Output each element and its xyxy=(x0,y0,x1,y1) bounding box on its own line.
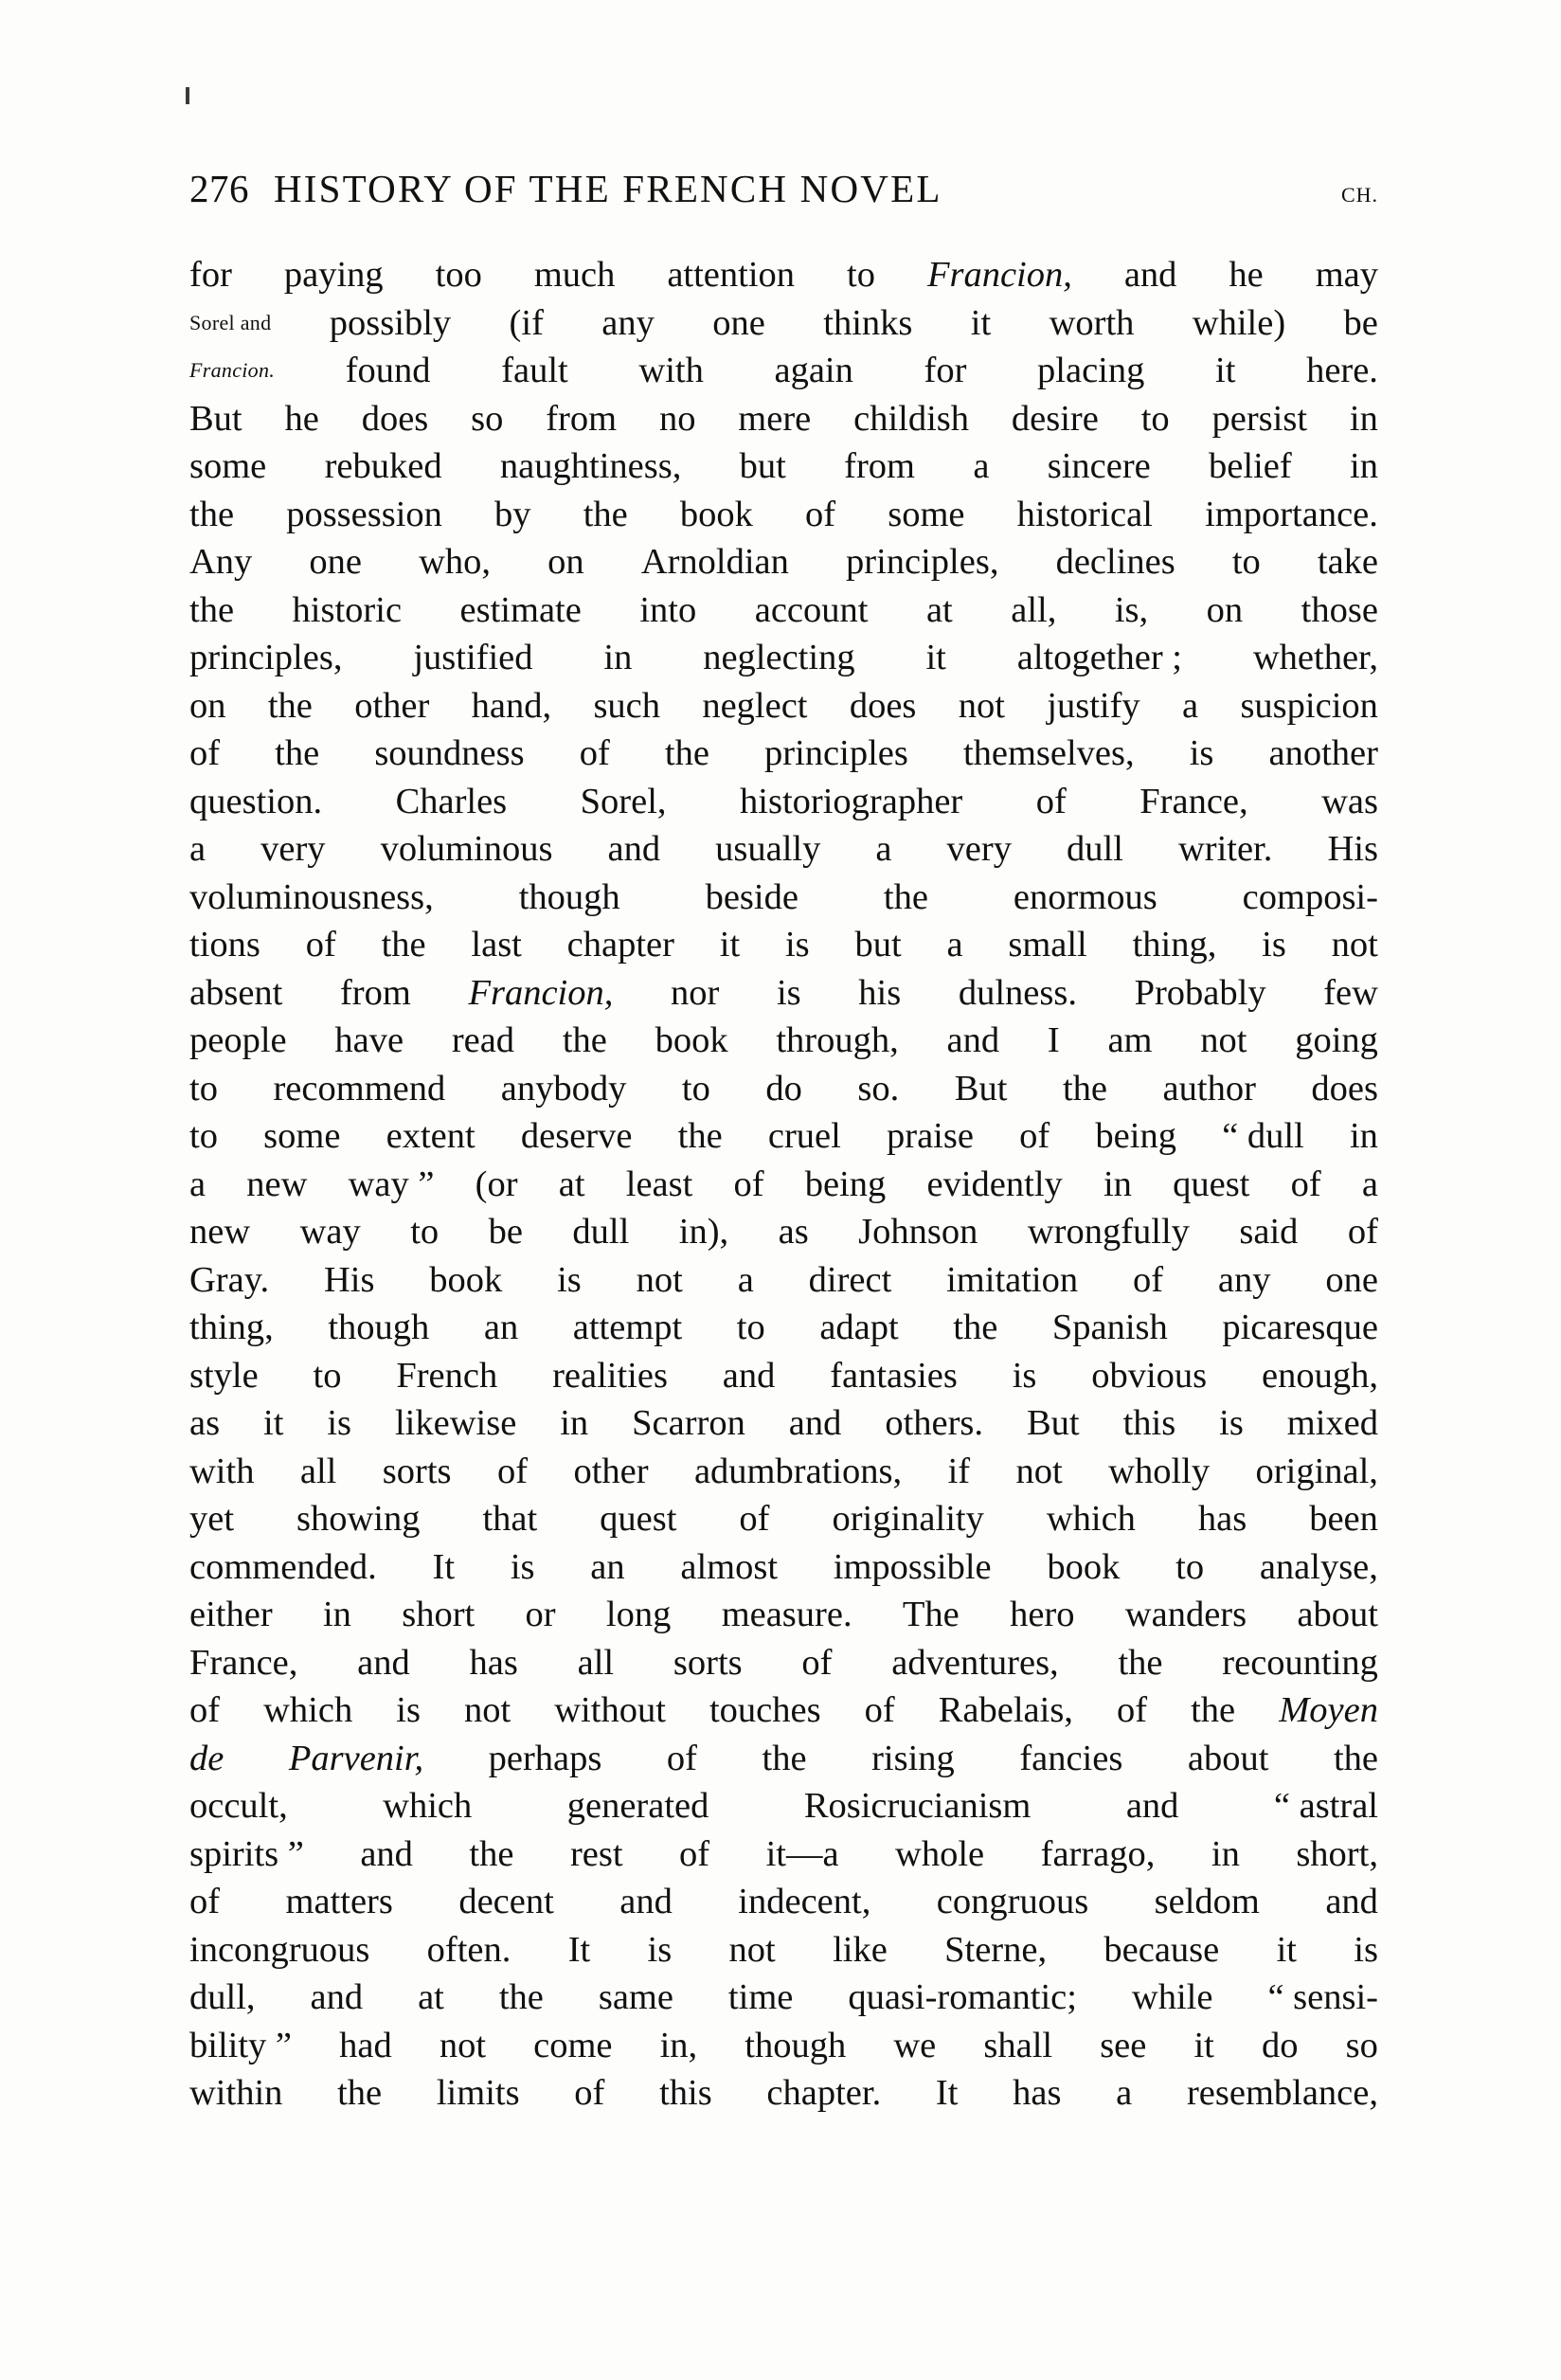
text-line: absent from Francion, nor is his dulness. Probably few xyxy=(189,972,1378,1013)
text-line: a very voluminous and usually a very dull writer. His xyxy=(189,829,1378,869)
chapter-mark: CH. xyxy=(1340,183,1378,207)
text-line: spirits ” and the rest of it—a whole farrago, in short, xyxy=(189,1833,1378,1874)
text-line: yet showing that quest of originality which has been xyxy=(189,1499,1378,1539)
text-line: thing, though an attempt to adapt the Spanish picaresque xyxy=(189,1307,1378,1347)
text-line: dull, and at the same time quasi-romantic; while “ sensi- xyxy=(189,1977,1378,2017)
sidenote-line-1: Sorel and xyxy=(189,310,272,334)
text-line: bility ” had not come in, though we shall see it do so xyxy=(189,2025,1378,2065)
text-line: principles, justified in neglecting it altogether ; whether, xyxy=(189,638,1378,677)
text-line: for paying too much attention to Francion, and he may xyxy=(189,255,1378,295)
text-line-with-sidenote: Francion. found fault with again for placing it here. xyxy=(189,347,1378,395)
text-line: on the other hand, such neglect does not justify a suspicion xyxy=(189,685,1378,726)
running-title: HISTORY OF THE FRENCH NOVEL xyxy=(274,167,942,210)
text-line: of matters decent and indecent, congruous seldom and xyxy=(189,1882,1378,1921)
text-line: of the soundness of the principles themselves, is another xyxy=(189,733,1378,773)
text-line: de Parvenir, perhaps of the rising fancies about the xyxy=(189,1738,1378,1778)
text-line: France, and has all sorts of adventures, the recounting xyxy=(189,1642,1378,1683)
text-line: Any one who, on Arnoldian principles, declines to take xyxy=(189,542,1378,582)
text-line: commended. It is an almost impossible book to analyse, xyxy=(189,1546,1378,1587)
text-line: as it is likewise in Scarron and others. But this is mixed xyxy=(189,1403,1378,1443)
text-line: people have read the book through, and I am not going xyxy=(189,1020,1378,1060)
printers-mark xyxy=(186,87,189,104)
text-line: the historic estimate into account at all, is, on those xyxy=(189,589,1378,630)
body-text xyxy=(189,251,1378,2118)
text-line: within the limits of this chapter. It has a resemblance, xyxy=(189,2073,1378,2113)
text-line: style to French realities and fantasies is obvious enough, xyxy=(189,1355,1378,1396)
text-line: But he does so from no mere childish desire to persist in xyxy=(189,398,1378,439)
text-line: question. Charles Sorel, historiographer of France, was xyxy=(189,781,1378,821)
text-line: some rebuked naughtiness, but from a sincere belief in xyxy=(189,446,1378,486)
text-line: new way to be dull in), as Johnson wrongfully said of xyxy=(189,1212,1378,1252)
text-line: of which is not without touches of Rabelais, of the Moyen xyxy=(189,1690,1378,1730)
text-line: a new way ” (or at least of being evidently in quest of a xyxy=(189,1163,1378,1204)
text-line-with-sidenote: Sorel and possibly (if any one thinks it worth while) be xyxy=(189,299,1378,348)
text-line: incongruous often. It is not like Sterne, because it is xyxy=(189,1929,1378,1970)
text-line: occult, which generated Rosicrucianism and “ astral xyxy=(189,1786,1378,1826)
page-header xyxy=(189,166,1378,211)
text-line: to recommend anybody to do so. But the author does xyxy=(189,1068,1378,1109)
text-line: with all sorts of other adumbrations, if not wholly original, xyxy=(189,1451,1378,1491)
page-content xyxy=(189,166,1378,2118)
text-line: voluminousness, though beside the enormous composi- xyxy=(189,876,1378,917)
text-line: Gray. His book is not a direct imitation of any one xyxy=(189,1259,1378,1300)
text-line: tions of the last chapter it is but a small thing, is not xyxy=(189,925,1378,965)
text-line: to some extent deserve the cruel praise of being “ dull in xyxy=(189,1116,1378,1156)
page-number: 276 xyxy=(189,167,249,210)
text-line: the possession by the book of some historical importance. xyxy=(189,494,1378,534)
text-line: either in short or long measure. The hero wanders about xyxy=(189,1595,1378,1634)
sidenote-line-2: Francion. xyxy=(189,358,276,382)
